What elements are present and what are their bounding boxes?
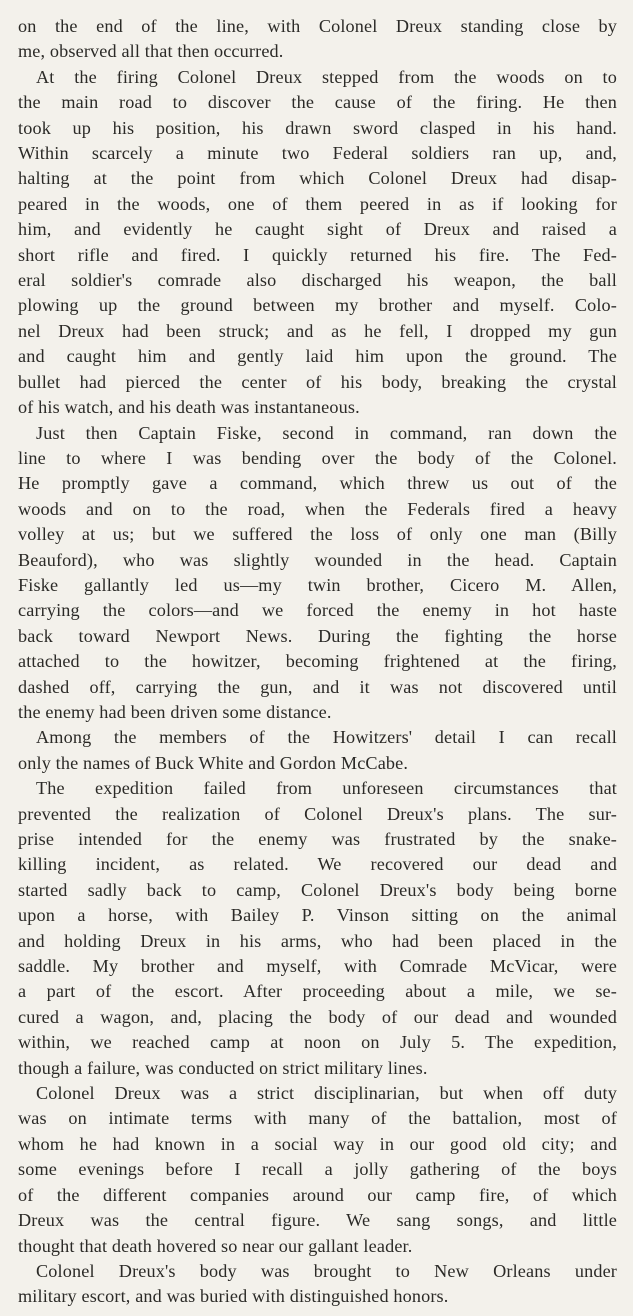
body-text [18, 14, 617, 1310]
text-line: upon a horse, with Bailey P. Vinson sitting on the animal [18, 905, 617, 926]
text-line: Within scarcely a minute two Federal soldiers ran up, and, [18, 143, 617, 164]
text-line: on the end of the line, with Colonel Dreux standing close by [18, 16, 617, 36]
text-line: the enemy had been driven some distance. [18, 701, 332, 722]
paragraph [18, 65, 617, 421]
text-line: short rifle and fired. I quickly returned his fire. The Fed- [18, 244, 617, 265]
text-line: dashed off, carrying the gun, and it was not discovered until [18, 676, 617, 697]
text-line: some evenings before I recall a jolly gathering of the boys [18, 1159, 617, 1180]
text-line: line to where I was bending over the body of the Colonel. [18, 447, 617, 468]
text-line: peared in the woods, one of them peered in as if looking for [18, 193, 617, 214]
text-line: woods and on to the road, when the Federals fired a heavy [18, 498, 617, 519]
text-line: and holding Dreux in his arms, who had been placed in the [18, 930, 617, 951]
text-line: only the names of Buck White and Gordon McCabe. [18, 752, 409, 773]
text-line: He promptly gave a command, which threw us out of the [18, 473, 617, 494]
text-line: volley at us; but we suffered the loss of only one man (Billy [18, 524, 617, 545]
text-line: Among the members of the Howitzers' detail I can recall [36, 727, 617, 748]
paragraph [18, 725, 617, 776]
text-line: eral soldier's comrade also discharged his weapon, the ball [18, 270, 617, 291]
text-line: nel Dreux had been struck; and as he fell, I dropped my gun [18, 320, 617, 341]
text-line: halting at the point from which Colonel Dreux had disap- [18, 168, 617, 189]
text-line: of his watch, and his death was instantaneous. [18, 397, 360, 418]
text-line: plowing up the ground between my brother and myself. Colo- [18, 295, 617, 316]
text-line: of the different companies around our camp fire, of which [18, 1184, 617, 1205]
text-line: Colonel Dreux was a strict disciplinarian, but when off duty [36, 1083, 617, 1104]
text-line: saddle. My brother and myself, with Comrade McVicar, were [18, 956, 617, 977]
text-line: attached to the howitzer, becoming frightened at the firing, [18, 651, 617, 672]
text-line: thought that death hovered so near our gallant leader. [18, 1235, 413, 1256]
text-line: At the firing Colonel Dreux stepped from the woods on to [36, 66, 617, 87]
text-line: whom he had known in a social way in our good old city; and [18, 1133, 617, 1154]
paragraph [18, 421, 617, 726]
text-line: carrying the colors—and we forced the enemy in hot haste [18, 600, 617, 621]
text-line: Dreux was the central figure. We sang songs, and little [18, 1210, 617, 1231]
text-line: was on intimate terms with many of the battalion, most of [18, 1108, 617, 1129]
text-line: The expedition failed from unforeseen circumstances that [36, 778, 617, 799]
text-line: Just then Captain Fiske, second in command, ran down the [36, 422, 617, 443]
text-line: Fiske gallantly led us—my twin brother, Cicero M. Allen, [18, 574, 617, 595]
text-line: started sadly back to camp, Colonel Dreux's body being borne [18, 879, 617, 900]
text-line: and caught him and gently laid him upon the ground. The [18, 346, 617, 367]
text-line: military escort, and was buried with distinguished honors. [18, 1286, 449, 1307]
text-line: cured a wagon, and, placing the body of our dead and wounded [18, 1006, 617, 1027]
text-line: Beauford), who was slightly wounded in the head. Captain [18, 549, 617, 570]
text-line: killing incident, as related. We recovered our dead and [18, 854, 617, 875]
paragraph [18, 14, 617, 65]
text-line: took up his position, his drawn sword clasped in his hand. [18, 117, 617, 138]
text-line: back toward Newport News. During the fighting the horse [18, 625, 617, 646]
text-line: prise intended for the enemy was frustrated by the snake- [18, 829, 617, 849]
text-line: the main road to discover the cause of the firing. He then [18, 92, 617, 113]
text-line: prevented the realization of Colonel Dreux's plans. The sur- [18, 803, 617, 824]
text-line: a part of the escort. After proceeding about a mile, we se- [18, 981, 617, 1002]
text-line: me, observed all that then occurred. [18, 41, 284, 62]
text-line: within, we reached camp at noon on July 5. The expedition, [18, 1032, 617, 1053]
text-line: bullet had pierced the center of his body, breaking the crystal [18, 371, 617, 392]
paragraph [18, 1259, 617, 1310]
paragraph [18, 1081, 617, 1259]
text-line: him, and evidently he caught sight of Dreux and raised a [18, 219, 617, 240]
text-line: Colonel Dreux's body was brought to New Orleans under [36, 1260, 617, 1281]
text-line: though a failure, was conducted on strict military lines. [18, 1057, 428, 1078]
paragraph [18, 776, 617, 1081]
